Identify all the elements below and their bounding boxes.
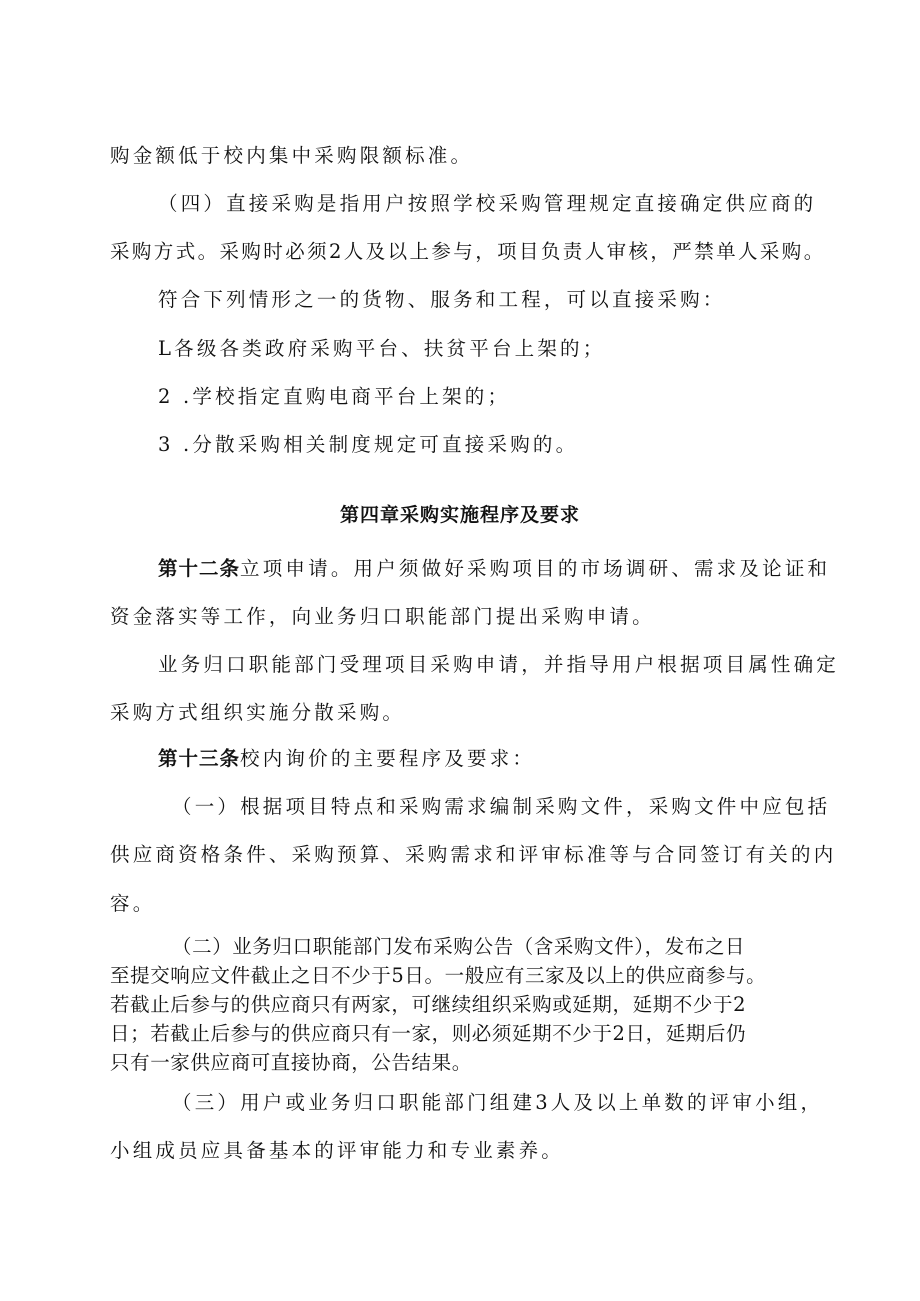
text-line: （二）业务归口职能部门发布采购公告（含采购文件），发布之日 <box>172 935 746 958</box>
text-line: （三）用户或业务归口职能部门组建3人及以上单数的评审小组， <box>172 1091 824 1114</box>
article-title: 第十二条 <box>158 557 241 580</box>
text-line: 至提交响应文件截止之日不少于5日。一般应有三家及以上的供应商参与。 <box>110 964 767 987</box>
article-paragraph <box>158 746 535 772</box>
text-line: 容。 <box>110 892 156 915</box>
text-line: 资金落实等工作，向业务归口职能部门提出采购申请。 <box>110 605 655 628</box>
text-line: 日；若截止后参与的供应商只有一家，则必须延期不少于2日，延期后仍 <box>110 1022 747 1045</box>
text-line: 供应商资格条件、采购预算、采购需求和评审标准等与合同签订有关的内 <box>110 843 837 866</box>
text-line: 若截止后参与的供应商只有两家，可继续组织采购或延期，延期不少于2 <box>110 993 747 1016</box>
list-item: 2 .学校指定直购电商平台上架的； <box>158 385 511 408</box>
text-line: 采购方式组织实施分散采购。 <box>110 701 406 724</box>
chapter-heading: 第四章采购实施程序及要求 <box>339 504 580 526</box>
list-item: L各级各类政府采购平台、扶贫平台上架的； <box>158 337 606 360</box>
text-line: （四）直接采购是指用户按照学校采购管理规定直接确定供应商的 <box>158 192 817 215</box>
text-line: 业务归口职能部门受理项目采购申请，并指导用户根据项目属性确定 <box>158 653 840 676</box>
article-title: 第十三条 <box>158 747 241 770</box>
article-paragraph <box>158 556 830 582</box>
text-line: 购金额低于校内集中采购限额标准。 <box>110 144 474 167</box>
list-item: 3 .分散采购相关制度规定可直接采购的。 <box>158 433 579 456</box>
text-line: （一）根据项目特点和采购需求编制采购文件，采购文件中应包括 <box>172 795 831 818</box>
article-text: 立项申请。用户须做好采购项目的市场调研、需求及论证和 <box>240 557 831 580</box>
text-line: 符合下列情形之一的货物、服务和工程，可以直接采购： <box>158 288 726 311</box>
text-line: 小组成员应具备基本的评审能力和专业素养。 <box>110 1139 565 1162</box>
text-line: 采购方式。采购时必须2人及以上参与，项目负责人审核，严禁单人采购。 <box>110 240 826 263</box>
text-line: 只有一家供应商可直接协商，公告结果。 <box>110 1051 472 1074</box>
article-text: 校内询价的主要程序及要求： <box>240 747 536 770</box>
